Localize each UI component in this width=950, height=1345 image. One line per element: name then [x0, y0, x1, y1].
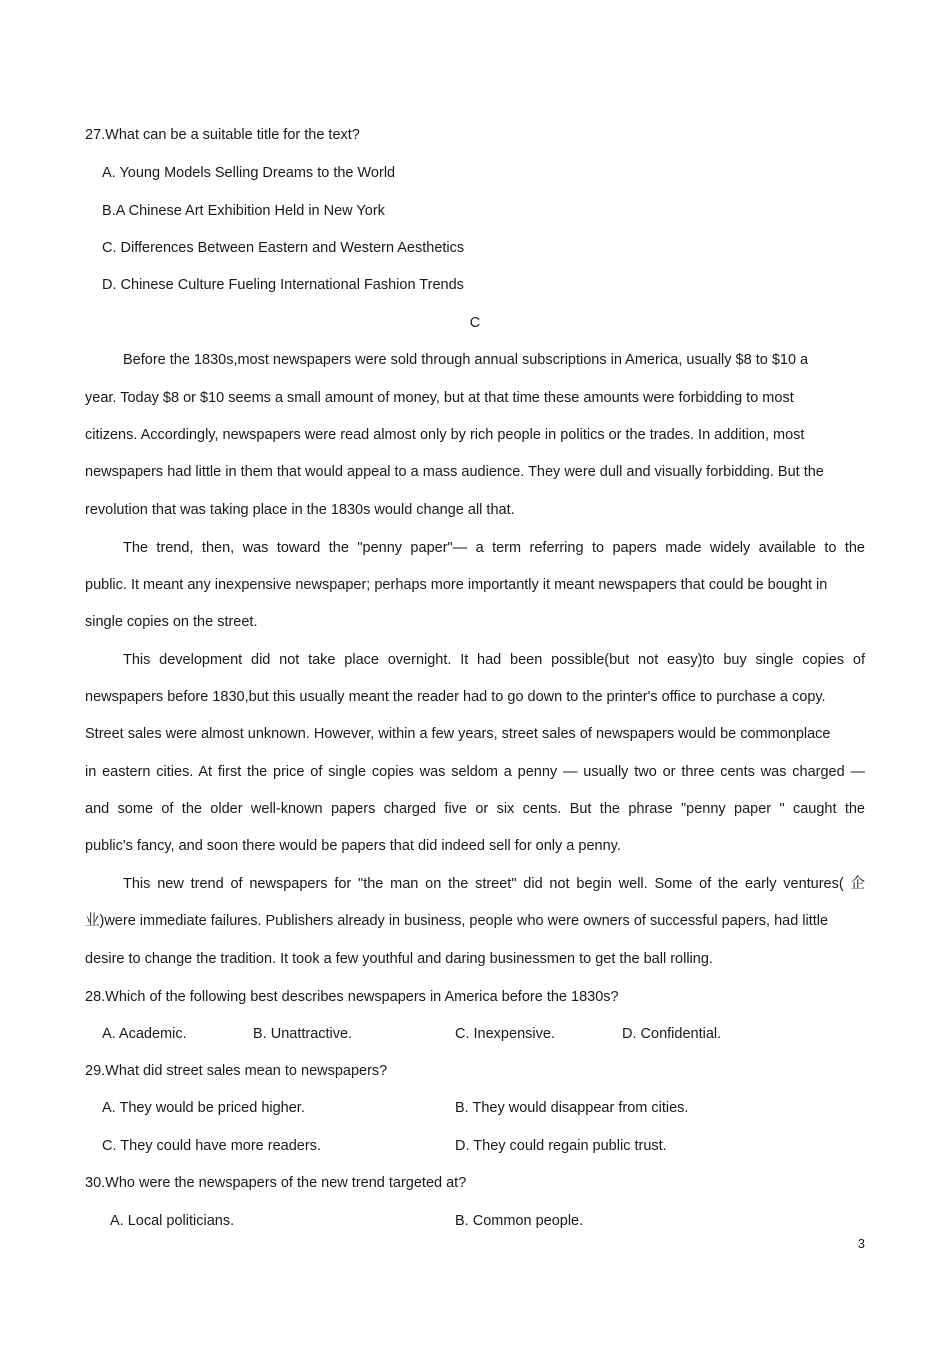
passage-line: year. Today $8 or $10 seems a small amount of money, but at that time these amounts were forbidding to most	[85, 390, 794, 406]
passage-line: in eastern cities. At first the price of single copies was seldom a penny — usually two or three cents was charged —	[85, 764, 865, 780]
q28-option-a: A. Academic.	[102, 1026, 187, 1042]
passage-line: newspapers had little in them that would appeal to a mass audience. They were dull and visually forbidding. But the	[85, 464, 824, 480]
passage-line: 业)were immediate failures. Publishers already in business, people who were owners of successful papers, had little	[85, 913, 829, 929]
question-28: 28.Which of the following best describes newspapers in America before the 1830s?	[85, 989, 619, 1005]
q29-option-d: D. They could regain public trust.	[455, 1138, 667, 1154]
passage-line: Street sales were almost unknown. However, within a few years, street sales of newspapers would be commonplace	[85, 726, 831, 742]
passage-line: This new trend of newspapers for "the man on the street" did not begin well. Some of the early ventures( 企	[123, 876, 865, 892]
q29-option-a: A. They would be priced higher.	[102, 1100, 305, 1116]
question-29: 29.What did street sales mean to newspapers?	[85, 1063, 388, 1079]
passage-line: public. It meant any inexpensive newspaper; perhaps more importantly it meant newspapers that could be bought in	[85, 577, 828, 593]
question-30: 30.Who were the newspapers of the new trend targeted at?	[85, 1175, 467, 1191]
q28-option-c: C. Inexpensive.	[455, 1026, 555, 1042]
q30-option-a: A. Local politicians.	[110, 1213, 235, 1229]
passage-line: and some of the older well-known papers charged five or six cents. But the phrase "penny paper " caught the	[85, 801, 865, 817]
passage-line: revolution that was taking place in the 1830s would change all that.	[85, 502, 515, 518]
passage-line: The trend, then, was toward the "penny paper"— a term referring to papers made widely available to the	[123, 540, 865, 556]
passage-line: citizens. Accordingly, newspapers were read almost only by rich people in politics or the trades. In addition, most	[85, 427, 805, 443]
passage-line: desire to change the tradition. It took a few youthful and daring businessmen to get the ball rolling.	[85, 951, 713, 967]
q27-option-c: C. Differences Between Eastern and Western Aesthetics	[102, 240, 465, 256]
q27-option-a: A. Young Models Selling Dreams to the World	[102, 165, 396, 181]
q30-option-b: B. Common people.	[455, 1213, 584, 1229]
q29-option-c: C. They could have more readers.	[102, 1138, 321, 1154]
q27-option-b: B.A Chinese Art Exhibition Held in New York	[102, 203, 385, 219]
passage-line: Before the 1830s,most newspapers were sold through annual subscriptions in America, usually $8 to $10 a	[123, 352, 809, 368]
question-27: 27.What can be a suitable title for the text?	[85, 127, 360, 143]
passage-line: single copies on the street.	[85, 614, 258, 630]
passage-line: This development did not take place overnight. It had been possible(but not easy)to buy single copies of	[123, 652, 865, 668]
page-number: 3	[857, 1236, 865, 1251]
q29-option-b: B. They would disappear from cities.	[455, 1100, 689, 1116]
passage-line: public's fancy, and soon there would be papers that did indeed sell for only a penny.	[85, 838, 621, 854]
q27-option-d: D. Chinese Culture Fueling International Fashion Trends	[102, 277, 464, 293]
passage-line: newspapers before 1830,but this usually meant the reader had to go down to the printer's office to purchase a copy.	[85, 689, 826, 705]
passage-label: C	[469, 315, 481, 331]
q28-option-d: D. Confidential.	[622, 1026, 722, 1042]
q28-option-b: B. Unattractive.	[253, 1026, 353, 1042]
